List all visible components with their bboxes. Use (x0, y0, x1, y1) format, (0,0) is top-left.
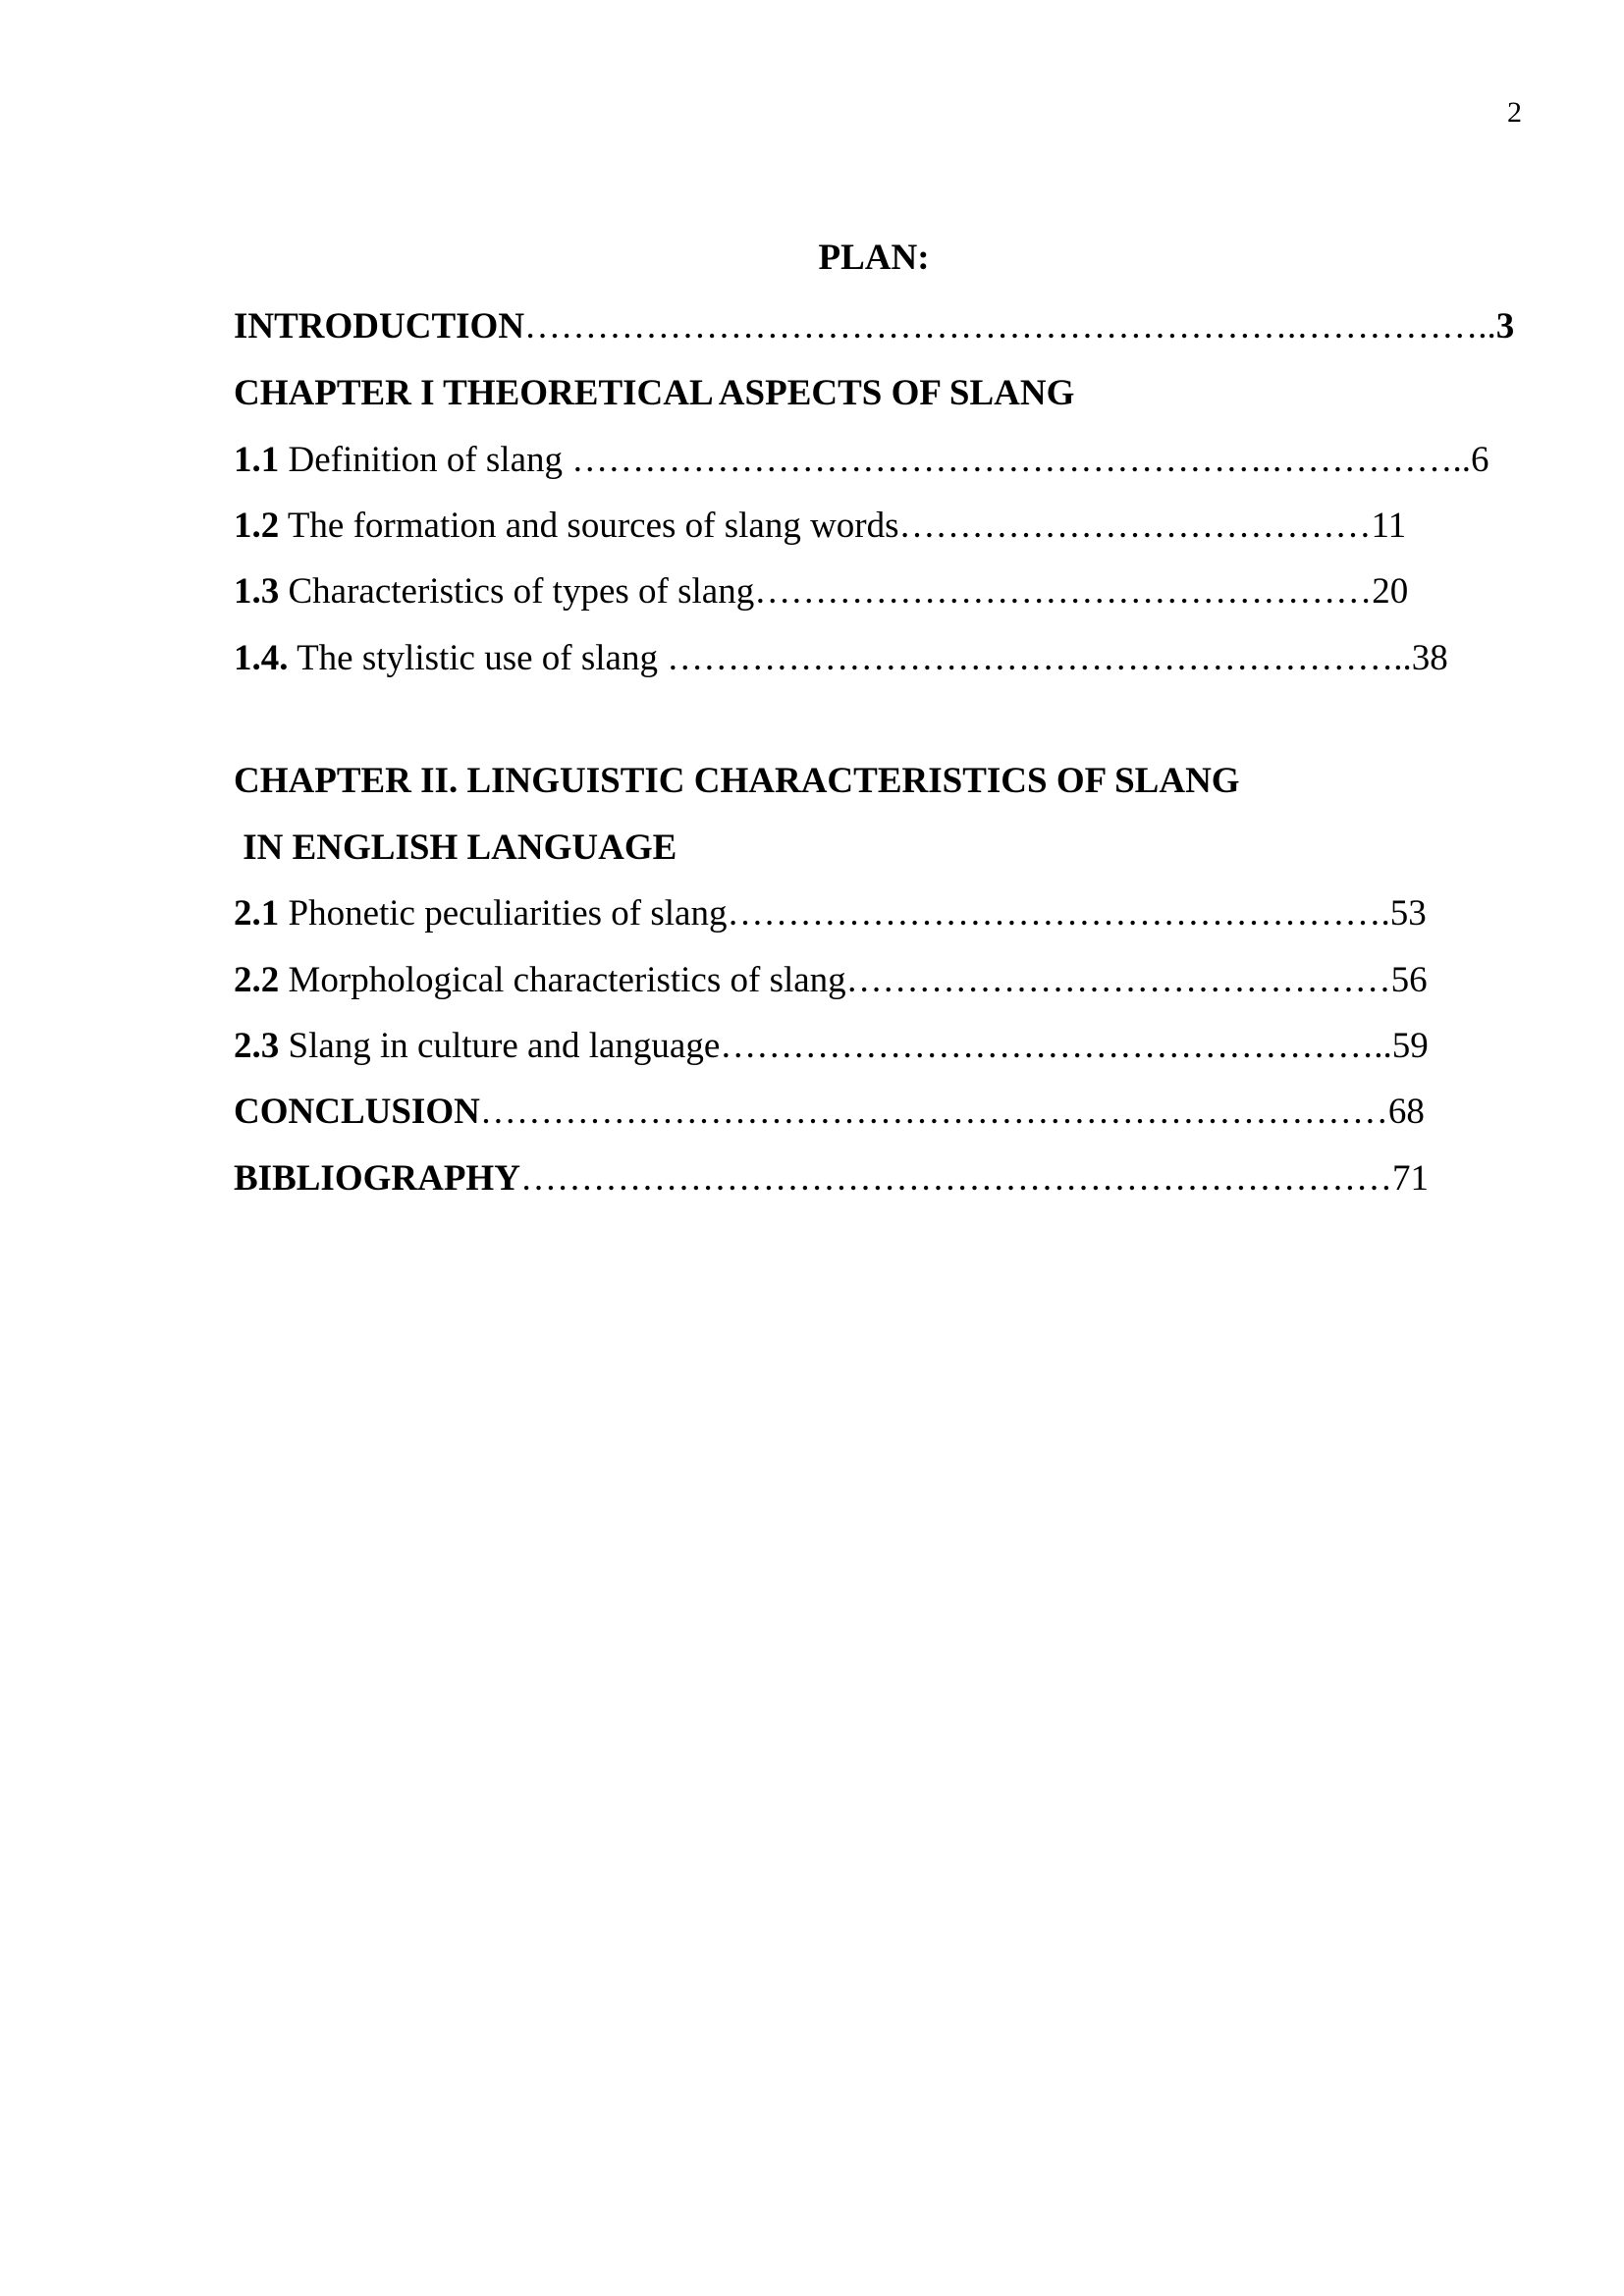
toc-title: Slang in culture and language (279, 1026, 721, 1066)
toc-number: 1.4. (234, 638, 289, 678)
toc-page: 59 (1391, 1026, 1429, 1066)
toc-title: The stylistic use of slang (288, 638, 668, 678)
toc-section-2-3 (234, 1028, 1429, 1064)
toc-page: 71 (1391, 1158, 1429, 1199)
toc-title: IN ENGLISH LANGUAGE (234, 828, 677, 868)
toc-page: 68 (1387, 1092, 1425, 1132)
page-number: 2 (1507, 96, 1522, 129)
toc-section-2-2 (234, 962, 1428, 998)
toc-title: Phonetic peculiarities of slang (279, 893, 728, 934)
toc-page: 3 (1495, 306, 1515, 347)
toc-chapter-2-heading (234, 763, 1240, 799)
toc-title: CHAPTER I THEORETICAL ASPECTS OF SLANG (234, 373, 1075, 413)
toc-leader: ……………………………………… (845, 960, 1391, 1000)
toc-title: Characteristics of types of slang (279, 571, 755, 612)
toc-title: INTRODUCTION (234, 306, 525, 347)
toc-leader: …………………………………………………….. (667, 638, 1412, 678)
toc-bibliography (234, 1160, 1429, 1197)
toc-leader: ……………………………………………….. (720, 1026, 1392, 1066)
toc-leader: ……………………………………………………………… (519, 1158, 1392, 1199)
toc-number: 1.2 (234, 506, 280, 546)
toc-title: Morphological characteristics of slang (279, 960, 846, 1000)
toc-number: 1.1 (234, 440, 280, 480)
toc-section-2-1 (234, 895, 1427, 932)
toc-leader: ………………………………………………….…………….. (571, 440, 1472, 480)
toc-leader: …………………………………………… (754, 571, 1373, 612)
toc-page: 11 (1371, 506, 1407, 546)
toc-page: 56 (1390, 960, 1428, 1000)
toc-number: 1.3 (234, 571, 280, 612)
toc-number: 2.2 (234, 960, 280, 1000)
toc-number: 2.3 (234, 1026, 280, 1066)
toc-leader: ………………………………………………. (727, 893, 1390, 934)
toc-section-1-3 (234, 573, 1408, 610)
toc-section-1-4 (234, 640, 1448, 676)
plan-title: PLAN: (818, 238, 930, 278)
toc-title: CONCLUSION (234, 1092, 480, 1132)
toc-title: Definition of slang (279, 440, 572, 480)
toc-conclusion (234, 1094, 1425, 1130)
toc-page: 53 (1389, 893, 1427, 934)
toc-page: 38 (1411, 638, 1448, 678)
toc-section-1-1 (234, 442, 1489, 478)
toc-page: 20 (1372, 571, 1409, 612)
toc-page: 6 (1471, 440, 1489, 480)
toc-chapter-2-heading-continued (234, 829, 677, 866)
toc-title: CHAPTER II. LINGUISTIC CHARACTERISTICS OF SLANG (234, 761, 1240, 801)
toc-title: The formation and sources of slang words (279, 506, 899, 546)
toc-leader: ……………………………………………………….…………….. (524, 306, 1496, 347)
toc-introduction (234, 308, 1514, 345)
toc-leader: ………………………………………………………………… (479, 1092, 1388, 1132)
toc-title: BIBLIOGRAPHY (234, 1158, 520, 1199)
toc-leader: ………………………………… (898, 506, 1372, 546)
toc-chapter-1-heading (234, 375, 1074, 411)
toc-number: 2.1 (234, 893, 280, 934)
toc-section-1-2 (234, 507, 1406, 544)
